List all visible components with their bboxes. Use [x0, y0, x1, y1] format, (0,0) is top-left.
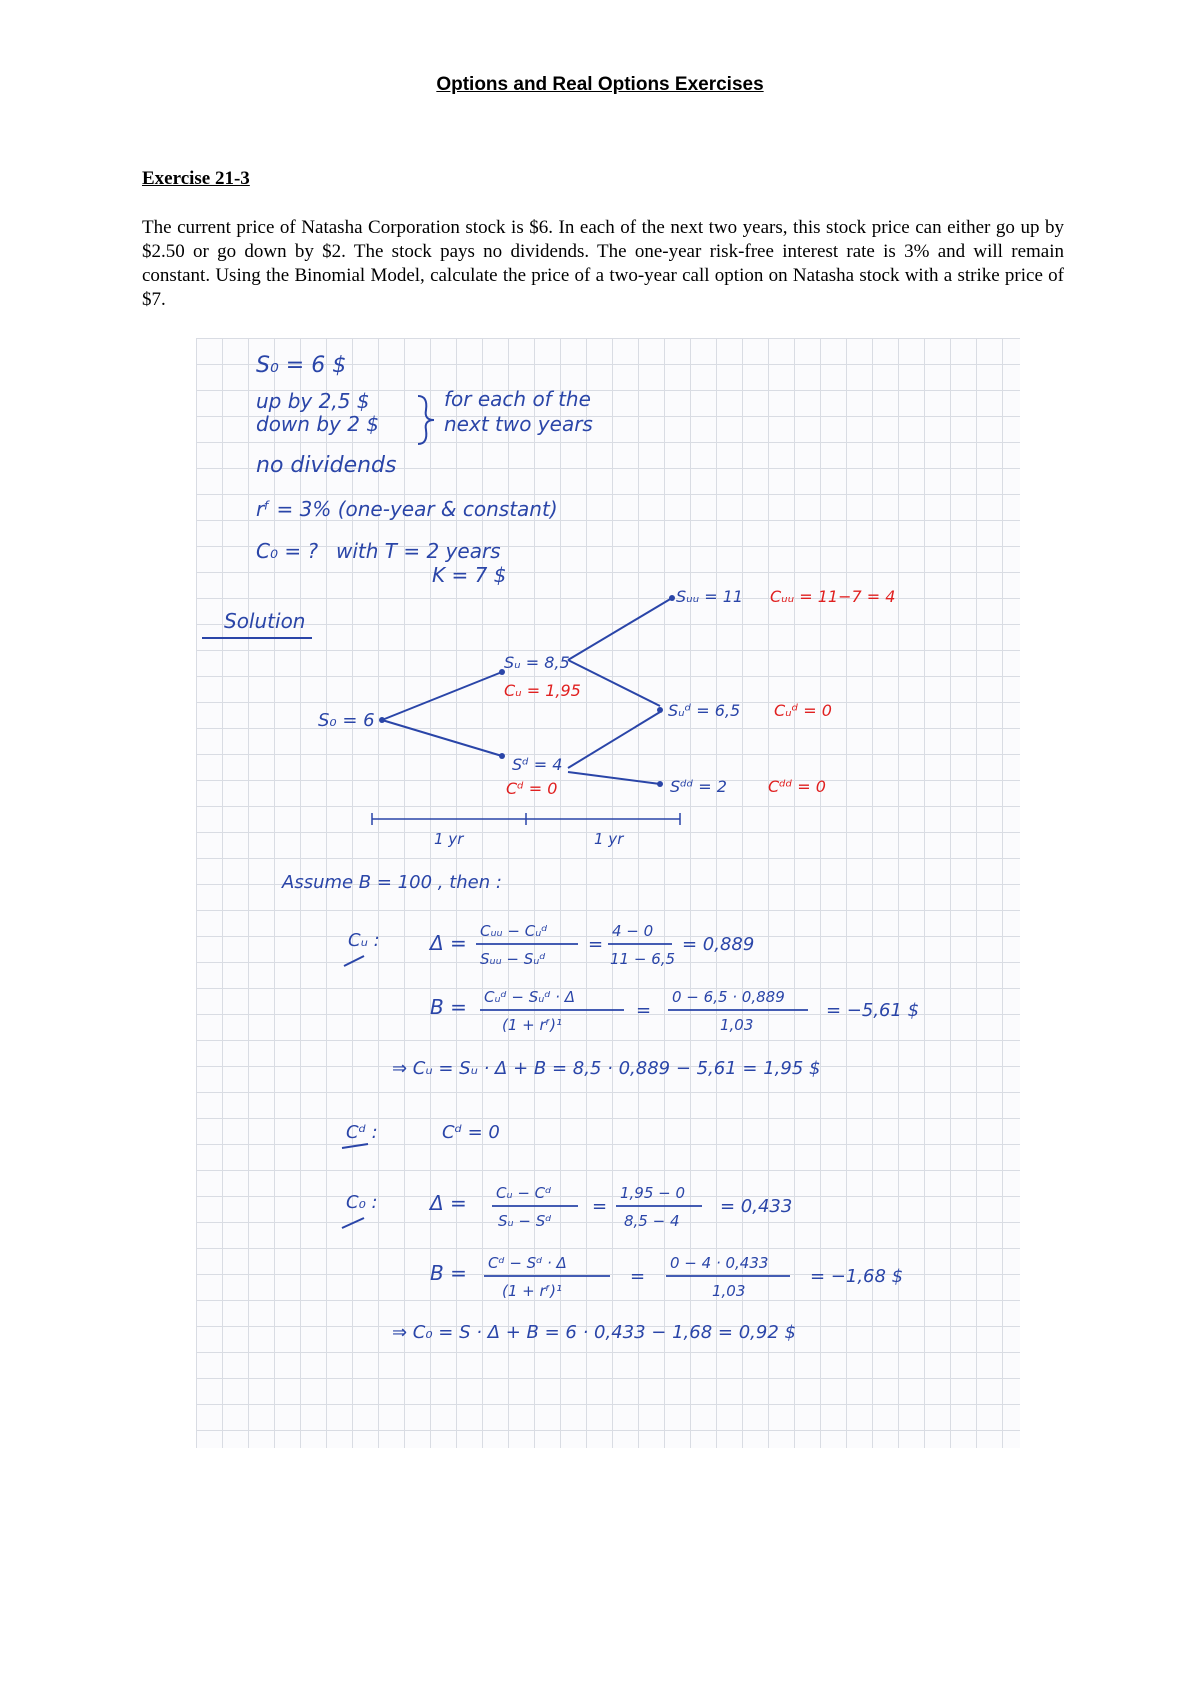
cd-label: Cᵈ :	[346, 1122, 378, 1143]
c0-b-lhs: B =	[430, 1261, 467, 1285]
given-period-line2: next two years	[444, 412, 593, 436]
tree-cu: Cᵤ = 1,95	[504, 681, 581, 700]
c0-delta-lhs: Δ =	[430, 1191, 467, 1215]
cu-eq2: =	[636, 1000, 652, 1021]
given-strike: K = 7 $	[432, 563, 507, 587]
tree-cuu: Cᵤᵤ = 11−7 = 4	[770, 587, 896, 606]
assume-line: Assume B = 100 , then :	[282, 872, 502, 893]
exercise-text: The current price of Natasha Corporation stock is $6. In each of the next two years, this stock price can either go up by $2.50 or go down by $2. The stock pays no dividends. The one-year risk-free interest rate is 3% and will remain constant. Using the Binomial Model, calculate the price of a two-year call option on Natasha stock with a strike price of $7.	[142, 217, 1064, 310]
handwritten-notes	[196, 338, 1020, 1448]
c0-vals-den: 8,5 − 4	[624, 1212, 680, 1230]
given-c0-question: C₀ = ?	[256, 539, 319, 563]
tree-cd: Cᵈ = 0	[506, 779, 558, 798]
c0-delta-result: = 0,433	[720, 1196, 793, 1217]
timeline-axis	[372, 813, 680, 825]
tree-s0: S₀ = 6	[318, 710, 375, 731]
cu-delta-den: Sᵤᵤ − Sᵤᵈ	[480, 950, 546, 968]
cu-b-den: (1 + rᶠ)¹	[502, 1016, 562, 1034]
timeline-year1: 1 yr	[434, 830, 464, 848]
cu-eq1: =	[588, 934, 604, 955]
tree-suu: Sᵤᵤ = 11	[676, 587, 744, 606]
c0-final: ⇒ C₀ = S · Δ + B = 6 · 0,433 − 1,68 = 0,92 $	[392, 1322, 796, 1343]
cu-label-mark	[344, 956, 364, 966]
given-s0: S₀ = 6 $	[256, 353, 347, 378]
cu-b-lhs: B =	[430, 995, 467, 1019]
tree-cud: Cᵤᵈ = 0	[774, 701, 832, 720]
solution-label: Solution	[224, 609, 306, 633]
cd-value: Cᵈ = 0	[442, 1122, 500, 1143]
cd-label-mark	[342, 1144, 368, 1148]
given-brace	[418, 396, 434, 444]
cu-vals-num: 4 − 0	[612, 922, 654, 940]
tree-cdd: Cᵈᵈ = 0	[768, 777, 826, 796]
c0-b-result: = −1,68 $	[810, 1266, 904, 1287]
c0-label: C₀ :	[346, 1192, 378, 1213]
cu-b-num: Cᵤᵈ − Sᵤᵈ · Δ	[484, 988, 575, 1006]
c0-b-vals-num: 0 − 4 · 0,433	[670, 1254, 769, 1272]
cu-label: Cᵤ :	[348, 930, 380, 951]
c0-b-den: (1 + rᶠ)¹	[502, 1282, 562, 1300]
c0-eq1: =	[592, 1196, 608, 1217]
c0-eq2: =	[630, 1266, 646, 1287]
cu-delta-lhs: Δ =	[430, 931, 467, 955]
tree-sdd: Sᵈᵈ = 2	[670, 777, 727, 796]
given-period-line1: for each of the	[444, 387, 591, 411]
document-title: Options and Real Options Exercises	[436, 74, 764, 95]
c0-delta-den: Sᵤ − Sᵈ	[498, 1212, 552, 1230]
c0-vals-num: 1,95 − 0	[620, 1184, 686, 1202]
c0-b-num: Cᵈ − Sᵈ · Δ	[488, 1254, 567, 1272]
c0-label-mark	[342, 1218, 364, 1228]
tree-su: Sᵤ = 8,5	[504, 653, 570, 672]
cu-b-vals-num: 0 − 6,5 · 0,889	[672, 988, 785, 1006]
c0-delta-num: Cᵤ − Cᵈ	[496, 1184, 552, 1202]
given-down: down by 2 $	[256, 412, 380, 436]
timeline-year2: 1 yr	[594, 830, 624, 848]
given-up: up by 2,5 $	[256, 389, 370, 413]
cu-b-result: = −5,61 $	[826, 1000, 920, 1021]
cu-b-vals-den: 1,03	[720, 1016, 754, 1034]
cu-delta-result: = 0,889	[682, 934, 755, 955]
tree-sd: Sᵈ = 4	[512, 755, 563, 774]
cu-final: ⇒ Cᵤ = Sᵤ · Δ + B = 8,5 · 0,889 − 5,61 = 1,95 $	[392, 1058, 821, 1079]
given-maturity: with T = 2 years	[336, 539, 501, 563]
tree-sud: Sᵤᵈ = 6,5	[668, 701, 741, 720]
given-dividends: no dividends	[256, 453, 397, 478]
cu-delta-num: Cᵤᵤ − Cᵤᵈ	[480, 922, 548, 940]
exercise-heading: Exercise 21-3	[142, 168, 250, 189]
cu-vals-den: 11 − 6,5	[610, 950, 676, 968]
given-rf: rᶠ = 3% (one-year & constant)	[256, 497, 558, 521]
handwritten-solution-sheet	[196, 338, 1020, 1448]
c0-b-vals-den: 1,03	[712, 1282, 746, 1300]
